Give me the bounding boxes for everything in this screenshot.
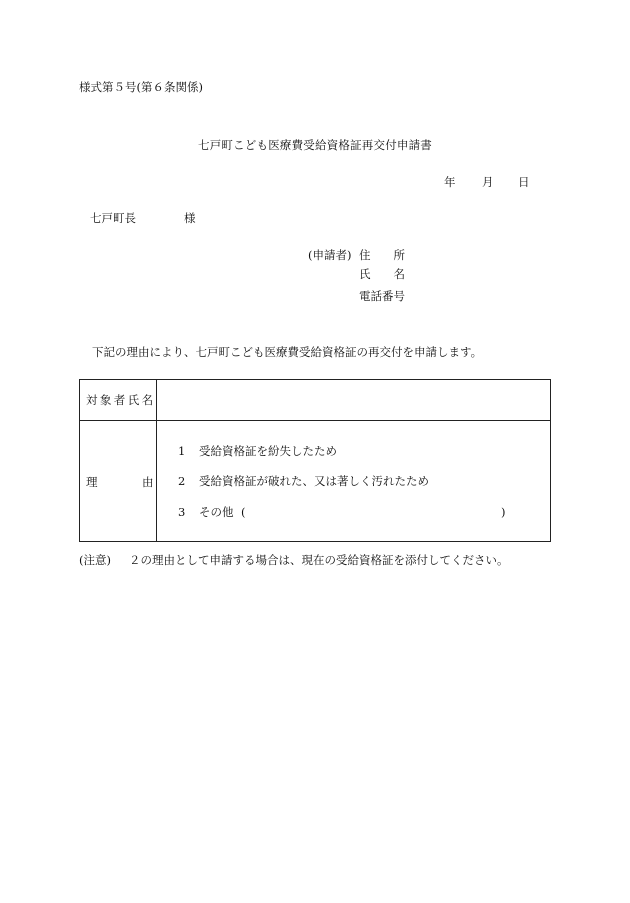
reason-option-3-number: 3 (178, 505, 186, 519)
form-number: 様式第５号(第６条関係) (79, 80, 203, 94)
reason-option-3[interactable]: その他 (199, 505, 234, 519)
addressee-name: 七戸町長 (90, 211, 136, 225)
application-table (79, 379, 551, 542)
subject-name-label: 対象者氏名 (86, 393, 156, 407)
reason-label: 由 (142, 475, 154, 489)
reason-option-1-number: 1 (178, 444, 186, 458)
note-text: ２の理由として申請する場合は、現在の受給資格証を添付してください。 (129, 553, 509, 567)
reason-option-2[interactable]: 受給資格証が破れた、又は著しく汚れたため (199, 474, 429, 488)
address-field[interactable]: 住 所 (359, 248, 405, 262)
applicant-label: (申請者) (308, 248, 352, 262)
intro-text: 下記の理由により、七戸町こども医療費受給資格証の再交付を申請します。 (92, 345, 483, 359)
note-label: (注意) (79, 553, 111, 567)
reason-option-2-number: 2 (178, 474, 186, 488)
name-field[interactable]: 氏 名 (359, 267, 405, 281)
table-divider-vertical (156, 380, 157, 541)
reason-label: 理 (86, 475, 98, 489)
date-year-field[interactable]: 年 (444, 175, 456, 189)
date-day-field[interactable]: 日 (518, 175, 530, 189)
other-reason-open-paren: ( (241, 505, 246, 519)
phone-field[interactable]: 電話番号 (359, 289, 405, 303)
table-divider-horizontal (80, 420, 550, 421)
document-title: 七戸町こども医療費受給資格証再交付申請書 (198, 138, 432, 152)
reason-option-1[interactable]: 受給資格証を紛失したため (199, 444, 337, 458)
date-month-field[interactable]: 月 (482, 175, 494, 189)
addressee-honorific: 様 (184, 211, 196, 225)
other-reason-close-paren: ) (501, 505, 506, 519)
